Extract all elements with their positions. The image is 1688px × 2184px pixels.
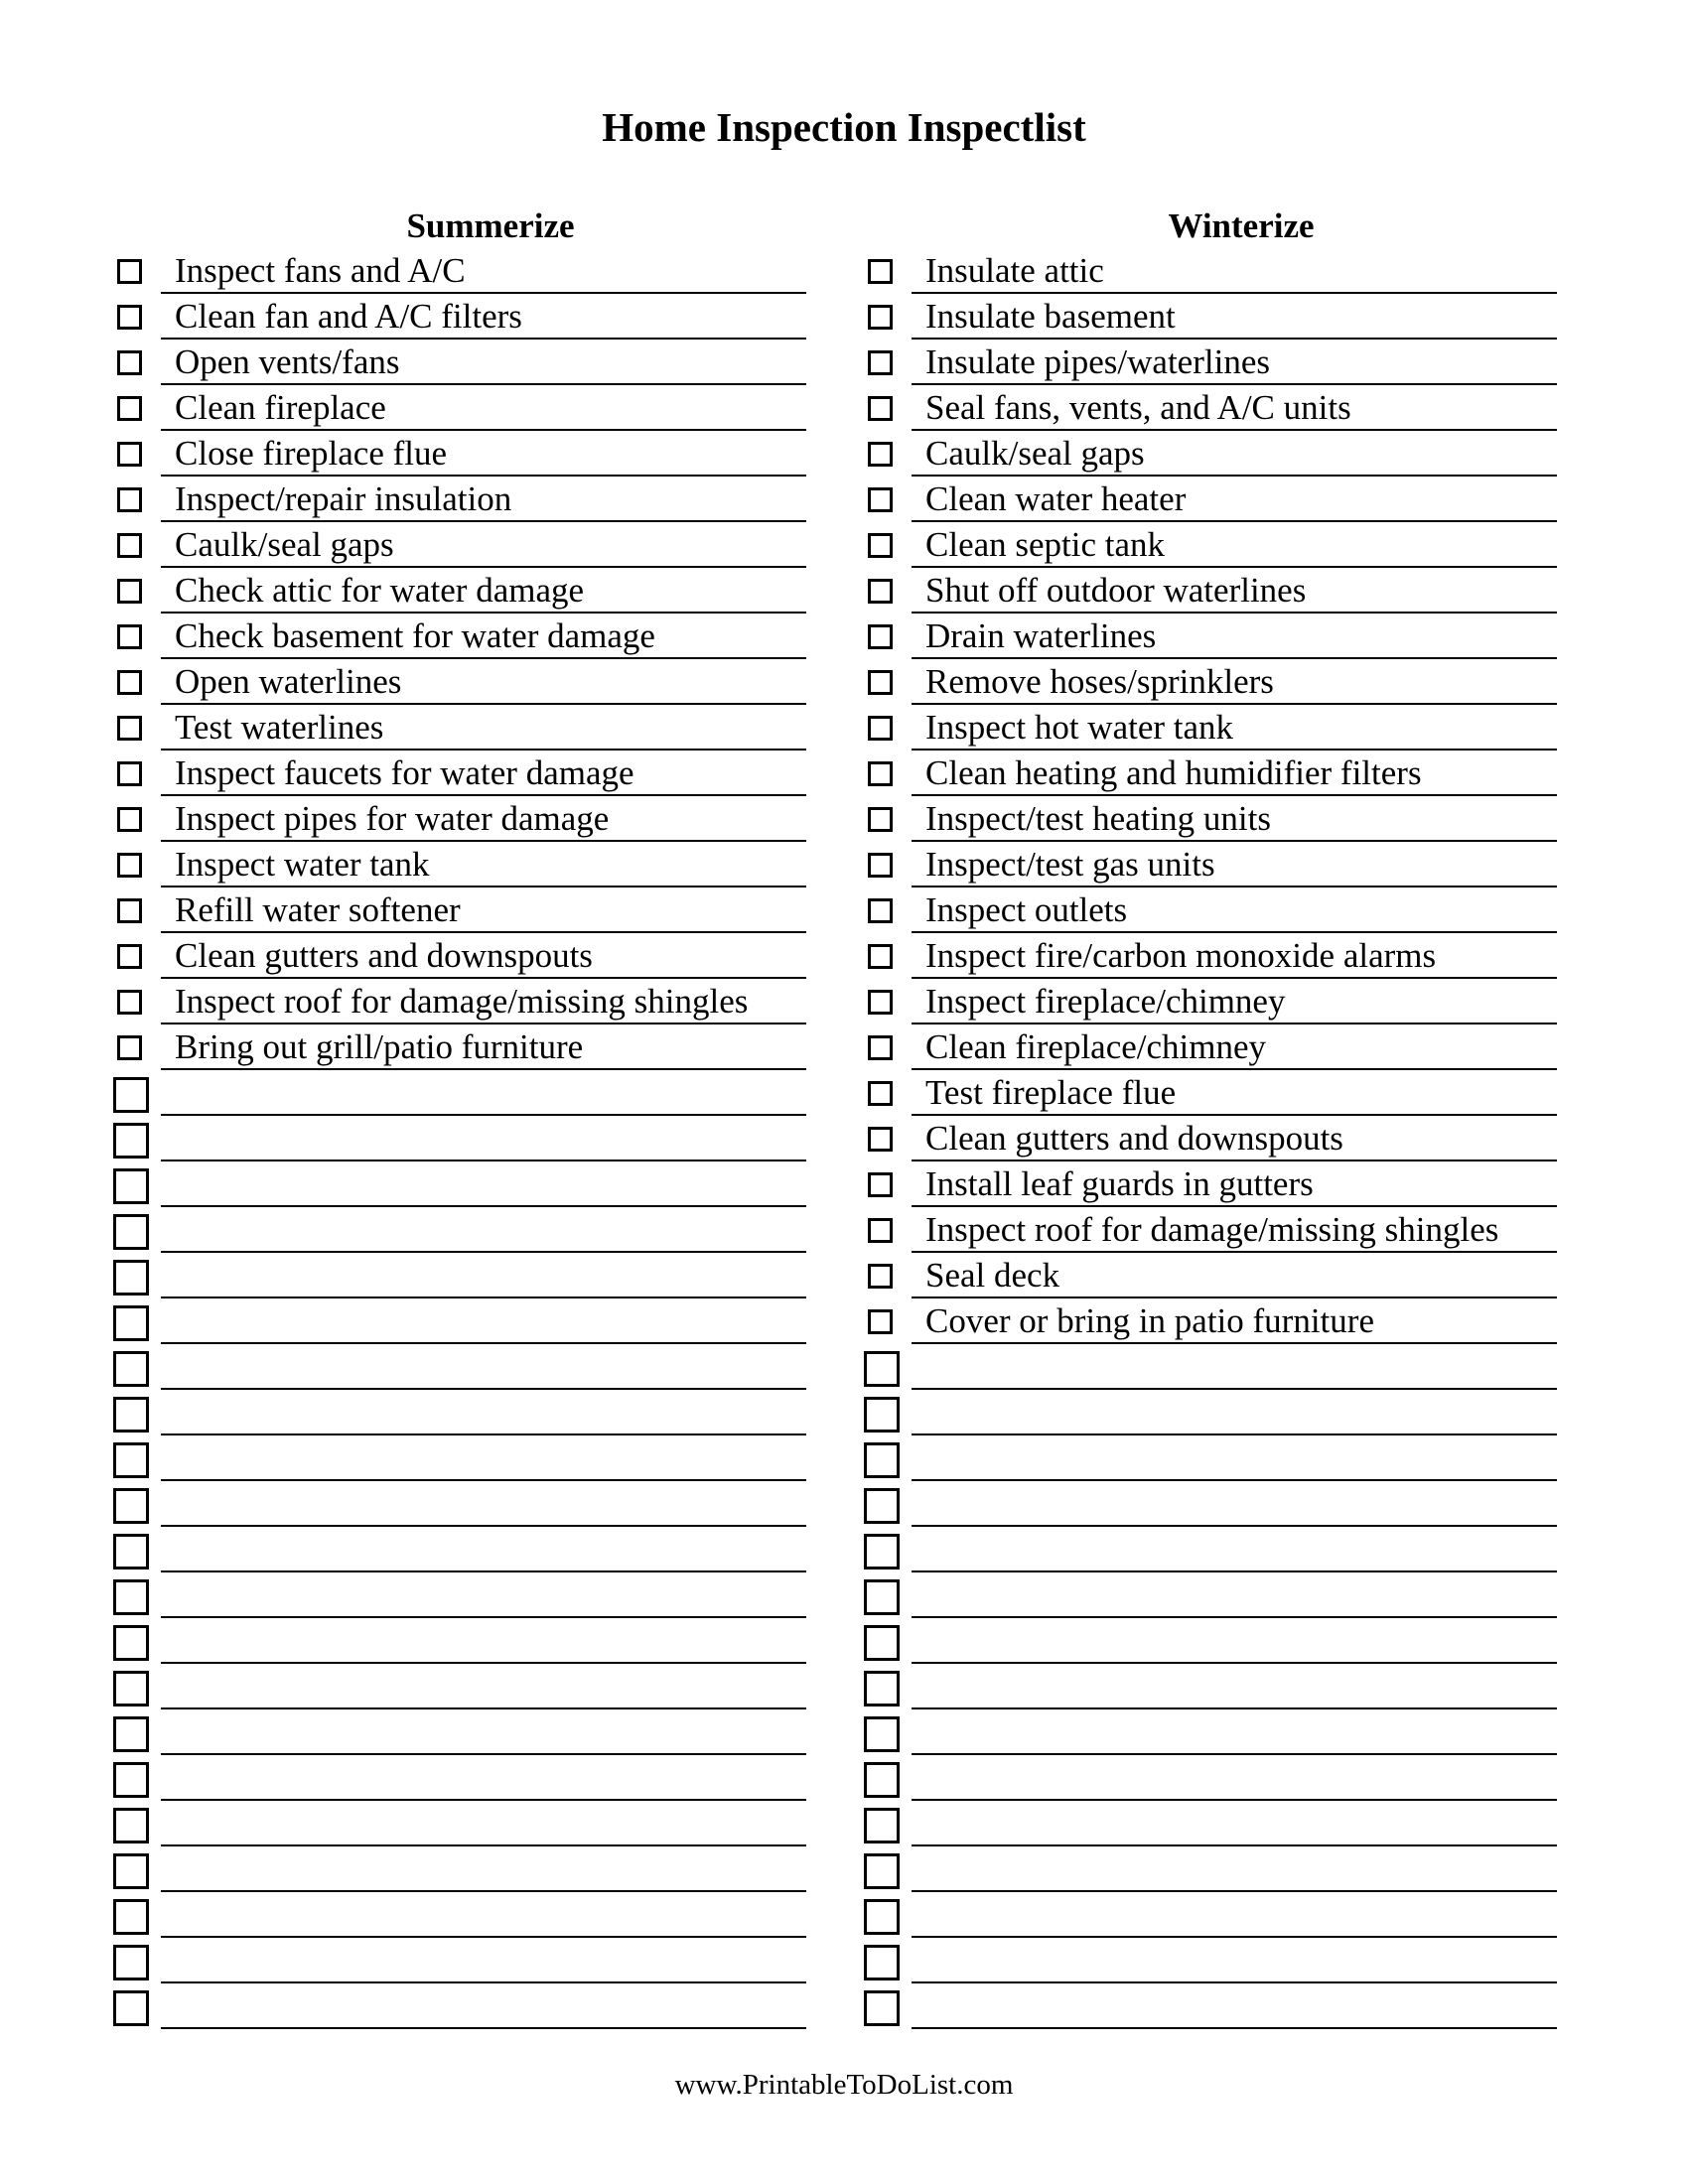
item-label: Insulate basement (925, 297, 1176, 336)
checkbox[interactable] (117, 305, 142, 330)
checkbox[interactable] (864, 1534, 900, 1570)
blank-line[interactable] (912, 1756, 1557, 1801)
item-label: Clean fan and A/C filters (175, 297, 522, 336)
checklist-row (113, 980, 868, 1025)
checkbox[interactable] (868, 670, 893, 695)
item-line (912, 523, 1557, 568)
blank-line[interactable] (161, 1665, 806, 1709)
checkbox[interactable] (868, 487, 893, 512)
checkbox[interactable] (864, 1579, 900, 1615)
blank-line[interactable] (912, 1345, 1557, 1390)
item-line (161, 888, 806, 933)
item-line (912, 432, 1557, 477)
checklist-row (864, 888, 1618, 934)
checkbox[interactable] (117, 898, 142, 923)
blank-row (113, 1984, 868, 2030)
item-label: Bring out grill/patio furniture (175, 1027, 584, 1066)
blank-line[interactable] (912, 1482, 1557, 1527)
page-title: Home Inspection Inspectlist (602, 104, 1086, 150)
blank-line[interactable] (912, 1984, 1557, 2029)
item-label: Check attic for water damage (175, 571, 585, 610)
checklist-row (864, 614, 1618, 660)
blank-line[interactable] (161, 1254, 806, 1298)
checklist-row (113, 843, 868, 888)
item-line (912, 478, 1557, 522)
checklist-row (113, 751, 868, 797)
checkbox[interactable] (113, 1214, 149, 1250)
checkbox[interactable] (113, 1990, 149, 2026)
item-label: Inspect/repair insulation (175, 479, 512, 518)
checkbox[interactable] (117, 853, 142, 878)
checkbox[interactable] (117, 579, 142, 604)
checklist-row (113, 614, 868, 660)
blank-line[interactable] (161, 1117, 806, 1161)
blank-row (113, 1710, 868, 1756)
item-line (912, 1208, 1557, 1253)
blank-line[interactable] (161, 1802, 806, 1846)
checklist-row (864, 432, 1618, 478)
checkbox[interactable] (117, 533, 142, 558)
checklist-row (113, 341, 868, 386)
blank-line[interactable] (912, 1573, 1557, 1618)
item-label: Inspect fireplace/chimney (925, 982, 1286, 1021)
checkbox[interactable] (868, 807, 893, 832)
checkbox[interactable] (868, 1264, 893, 1289)
blank-row (113, 1939, 868, 1984)
item-line (912, 295, 1557, 340)
winterize-list (864, 249, 1618, 2030)
checkbox[interactable] (113, 1488, 149, 1524)
checkbox[interactable] (868, 1035, 893, 1060)
checklist-row (864, 751, 1618, 797)
checklist-row (113, 386, 868, 432)
checkbox[interactable] (113, 1899, 149, 1935)
checkbox[interactable] (868, 853, 893, 878)
checklist-row (864, 1254, 1618, 1299)
item-line (161, 980, 806, 1024)
checkbox[interactable] (864, 1899, 900, 1935)
checkbox[interactable] (117, 624, 142, 649)
blank-line[interactable] (161, 1939, 806, 1983)
checkbox[interactable] (868, 305, 893, 330)
checklist-row (113, 478, 868, 523)
blank-row (864, 1573, 1618, 1619)
checkbox[interactable] (868, 396, 893, 421)
checklist-row (864, 249, 1618, 295)
checkbox[interactable] (117, 1035, 142, 1060)
blank-line[interactable] (161, 1756, 806, 1801)
checkbox[interactable] (117, 716, 142, 741)
item-line (912, 1162, 1557, 1207)
item-label: Inspect roof for damage/missing shingles (925, 1210, 1499, 1249)
checklist-row (864, 797, 1618, 843)
checkbox[interactable] (868, 761, 893, 786)
blank-line[interactable] (161, 1162, 806, 1207)
item-line (912, 1254, 1557, 1298)
footer-url: www.PrintableToDoList.com (674, 2069, 1014, 2101)
checkbox[interactable] (868, 1218, 893, 1243)
item-line (161, 797, 806, 842)
blank-line[interactable] (912, 1710, 1557, 1755)
blank-line[interactable] (912, 1391, 1557, 1435)
blank-row (864, 1391, 1618, 1436)
item-label: Seal deck (925, 1256, 1060, 1295)
checkbox[interactable] (113, 1853, 149, 1889)
summerize-list (113, 249, 868, 2030)
checkbox[interactable] (113, 1305, 149, 1341)
blank-row (113, 1299, 868, 1345)
checkbox[interactable] (117, 807, 142, 832)
blank-line[interactable] (161, 1893, 806, 1938)
checkbox[interactable] (868, 944, 893, 969)
checkbox[interactable] (113, 1260, 149, 1296)
checkbox[interactable] (117, 396, 142, 421)
blank-row (113, 1619, 868, 1665)
item-label: Open vents/fans (175, 342, 400, 381)
checklist-row (113, 432, 868, 478)
checkbox[interactable] (868, 716, 893, 741)
checkbox[interactable] (113, 1123, 149, 1159)
blank-line[interactable] (161, 1482, 806, 1527)
checkbox[interactable] (868, 533, 893, 558)
item-label: Inspect fire/carbon monoxide alarms (925, 936, 1437, 975)
item-line (912, 1025, 1557, 1070)
checkbox[interactable] (113, 1716, 149, 1752)
item-line (912, 386, 1557, 431)
checklist-row (113, 934, 868, 980)
checklist-row (864, 569, 1618, 614)
checkbox[interactable] (117, 761, 142, 786)
item-line (161, 660, 806, 705)
item-line (161, 478, 806, 522)
item-line (912, 843, 1557, 887)
item-line (912, 797, 1557, 842)
item-label: Seal fans, vents, and A/C units (925, 388, 1351, 427)
checkbox[interactable] (113, 1579, 149, 1615)
item-line (161, 386, 806, 431)
checklist-row (864, 341, 1618, 386)
blank-row (864, 1893, 1618, 1939)
blank-row (864, 1939, 1618, 1984)
checkbox[interactable] (113, 1945, 149, 1980)
blank-line[interactable] (161, 1984, 806, 2029)
item-label: Inspect water tank (175, 845, 430, 884)
checkbox[interactable] (117, 670, 142, 695)
item-line (912, 980, 1557, 1024)
item-label: Check basement for water damage (175, 616, 655, 655)
checkbox[interactable] (864, 1853, 900, 1889)
checkbox[interactable] (117, 487, 142, 512)
item-line (161, 706, 806, 751)
checkbox[interactable] (113, 1442, 149, 1478)
item-label: Remove hoses/sprinklers (925, 662, 1274, 701)
item-line (161, 341, 806, 385)
blank-row (113, 1847, 868, 1893)
item-line (912, 706, 1557, 751)
item-label: Inspect pipes for water damage (175, 799, 610, 838)
blank-row (864, 1802, 1618, 1847)
item-line (912, 1117, 1557, 1161)
checklist-row (113, 706, 868, 751)
item-line (161, 614, 806, 659)
item-line (161, 1025, 806, 1070)
item-label: Caulk/seal gaps (175, 525, 394, 564)
item-line (161, 569, 806, 614)
checkbox[interactable] (864, 1762, 900, 1798)
item-label: Install leaf guards in gutters (925, 1164, 1314, 1203)
item-line (912, 660, 1557, 705)
item-line (161, 295, 806, 340)
blank-line[interactable] (912, 1893, 1557, 1938)
summerize-heading: Summerize (406, 206, 575, 245)
checkbox[interactable] (117, 944, 142, 969)
item-label: Clean gutters and downspouts (925, 1119, 1343, 1158)
item-line (912, 1071, 1557, 1116)
blank-row (864, 1984, 1618, 2030)
blank-row (113, 1893, 868, 1939)
blank-row (113, 1391, 868, 1436)
checkbox[interactable] (113, 1671, 149, 1706)
item-label: Clean gutters and downspouts (175, 936, 593, 975)
checkbox[interactable] (864, 1625, 900, 1661)
item-label: Clean water heater (925, 479, 1187, 518)
blank-line[interactable] (912, 1847, 1557, 1892)
checklist-row (113, 523, 868, 569)
checklist-row (864, 660, 1618, 706)
blank-row (113, 1117, 868, 1162)
blank-row (864, 1710, 1618, 1756)
blank-line[interactable] (161, 1619, 806, 1664)
blank-row (113, 1665, 868, 1710)
blank-row (113, 1756, 868, 1802)
blank-row (113, 1528, 868, 1573)
item-line (912, 888, 1557, 933)
blank-line[interactable] (161, 1208, 806, 1253)
checklist-row (864, 523, 1618, 569)
blank-row (864, 1345, 1618, 1391)
checklist-row (864, 1299, 1618, 1345)
checkbox[interactable] (868, 1127, 893, 1152)
item-line (912, 249, 1557, 294)
item-line (161, 432, 806, 477)
blank-row (113, 1482, 868, 1528)
blank-row (864, 1528, 1618, 1573)
item-label: Clean fireplace (175, 388, 386, 427)
checklist-row (113, 295, 868, 341)
checkbox[interactable] (864, 1397, 900, 1433)
item-label: Cover or bring in patio furniture (925, 1301, 1374, 1340)
item-label: Inspect fans and A/C (175, 251, 466, 290)
checkbox[interactable] (868, 1081, 893, 1106)
blank-line[interactable] (912, 1619, 1557, 1664)
checkbox[interactable] (113, 1397, 149, 1433)
item-label: Caulk/seal gaps (925, 434, 1145, 473)
item-line (912, 569, 1557, 614)
checkbox[interactable] (864, 1442, 900, 1478)
item-label: Test fireplace flue (925, 1073, 1177, 1112)
blank-line[interactable] (161, 1345, 806, 1390)
checklist-row (864, 843, 1618, 888)
item-line (912, 341, 1557, 385)
item-line (161, 751, 806, 796)
checklist-row (864, 295, 1618, 341)
blank-line[interactable] (161, 1391, 806, 1435)
checklist-row (864, 1117, 1618, 1162)
winterize-heading: Winterize (1168, 206, 1315, 245)
checkbox[interactable] (868, 1309, 893, 1334)
checkbox[interactable] (864, 1808, 900, 1843)
blank-row (113, 1345, 868, 1391)
item-label: Inspect outlets (925, 890, 1128, 929)
checkbox[interactable] (868, 898, 893, 923)
blank-row (864, 1756, 1618, 1802)
checkbox[interactable] (864, 1671, 900, 1706)
item-line (912, 934, 1557, 979)
checkbox[interactable] (113, 1077, 149, 1113)
item-label: Open waterlines (175, 662, 402, 701)
item-label: Refill water softener (175, 890, 461, 929)
blank-row (113, 1436, 868, 1482)
checkbox[interactable] (868, 259, 893, 284)
blank-row (864, 1665, 1618, 1710)
blank-row (864, 1847, 1618, 1893)
checklist-row (113, 660, 868, 706)
checkbox[interactable] (113, 1168, 149, 1204)
item-line (912, 614, 1557, 659)
blank-line[interactable] (912, 1528, 1557, 1572)
checklist-row (113, 797, 868, 843)
item-label: Clean septic tank (925, 525, 1166, 564)
item-line (912, 1299, 1557, 1344)
checkbox[interactable] (117, 990, 142, 1015)
checkbox[interactable] (868, 1172, 893, 1197)
checklist-row (864, 980, 1618, 1025)
checkbox[interactable] (864, 1716, 900, 1752)
item-label: Clean fireplace/chimney (925, 1027, 1267, 1066)
checklist-row (864, 478, 1618, 523)
blank-line[interactable] (161, 1436, 806, 1481)
checkbox[interactable] (868, 350, 893, 375)
blank-row (113, 1802, 868, 1847)
checklist-row (113, 249, 868, 295)
item-line (161, 523, 806, 568)
blank-row (864, 1482, 1618, 1528)
item-line (161, 249, 806, 294)
checkbox[interactable] (864, 1351, 900, 1387)
checkbox[interactable] (864, 1990, 900, 2026)
blank-line[interactable] (161, 1528, 806, 1572)
item-label: Inspect/test gas units (925, 845, 1215, 884)
item-label: Inspect/test heating units (925, 799, 1271, 838)
checkbox[interactable] (868, 442, 893, 467)
blank-line[interactable] (912, 1939, 1557, 1983)
item-label: Insulate pipes/waterlines (925, 342, 1270, 381)
blank-row (113, 1071, 868, 1117)
blank-row (864, 1619, 1618, 1665)
blank-line[interactable] (161, 1573, 806, 1618)
item-label: Inspect hot water tank (925, 708, 1234, 747)
item-label: Inspect roof for damage/missing shingles (175, 982, 749, 1021)
blank-line[interactable] (912, 1802, 1557, 1846)
checkbox[interactable] (117, 350, 142, 375)
item-label: Drain waterlines (925, 616, 1157, 655)
blank-line[interactable] (161, 1710, 806, 1755)
checklist-row (113, 1025, 868, 1071)
checkbox[interactable] (117, 259, 142, 284)
item-line (161, 843, 806, 887)
checklist-row (864, 934, 1618, 980)
item-label: Inspect faucets for water damage (175, 753, 634, 792)
checkbox[interactable] (868, 624, 893, 649)
checkbox[interactable] (868, 579, 893, 604)
blank-row (113, 1573, 868, 1619)
checklist-row (864, 386, 1618, 432)
item-label: Test waterlines (175, 708, 384, 747)
blank-line[interactable] (161, 1847, 806, 1892)
checklist-row (864, 1025, 1618, 1071)
checkbox[interactable] (113, 1808, 149, 1843)
blank-row (113, 1162, 868, 1208)
blank-line[interactable] (161, 1299, 806, 1344)
checkbox[interactable] (113, 1534, 149, 1570)
checklist-row (113, 569, 868, 614)
checkbox[interactable] (113, 1762, 149, 1798)
item-label: Shut off outdoor waterlines (925, 571, 1307, 610)
checkbox[interactable] (864, 1488, 900, 1524)
checkbox[interactable] (868, 990, 893, 1015)
blank-line[interactable] (912, 1436, 1557, 1481)
checkbox[interactable] (113, 1625, 149, 1661)
blank-row (864, 1436, 1618, 1482)
item-label: Close fireplace flue (175, 434, 448, 473)
checkbox[interactable] (117, 442, 142, 467)
checklist-row (864, 1071, 1618, 1117)
blank-line[interactable] (912, 1665, 1557, 1709)
checkbox[interactable] (864, 1945, 900, 1980)
blank-row (113, 1254, 868, 1299)
checklist-row (113, 888, 868, 934)
item-label: Clean heating and humidifier filters (925, 753, 1422, 792)
checklist-row (864, 1208, 1618, 1254)
checkbox[interactable] (113, 1351, 149, 1387)
blank-line[interactable] (161, 1071, 806, 1116)
item-line (912, 751, 1557, 796)
checklist-row (864, 1162, 1618, 1208)
blank-row (113, 1208, 868, 1254)
item-label: Insulate attic (925, 251, 1104, 290)
checklist-row (864, 706, 1618, 751)
item-line (161, 934, 806, 979)
